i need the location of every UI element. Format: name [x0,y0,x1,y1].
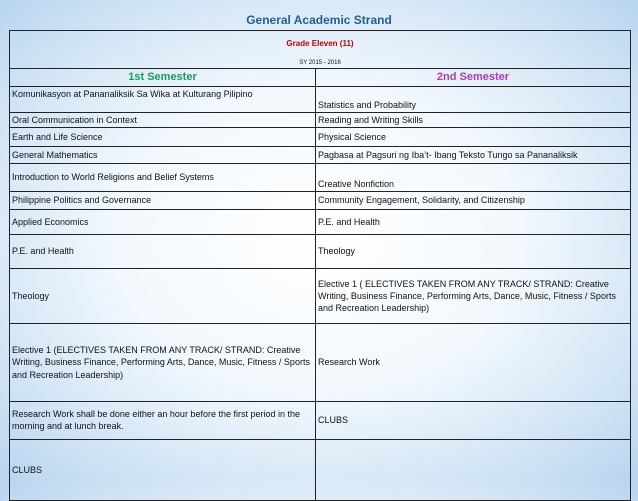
grade-cell [10,31,631,58]
first-semester-cell: Theology [10,268,316,323]
table-row [10,209,631,234]
table-row [10,439,631,500]
table-row [10,127,631,146]
first-semester-cell: P.E. and Health [10,234,316,268]
school-year-label: SY 2015 - 2016 [299,59,341,66]
second-semester-cell: Elective 1 ( ELECTIVES TAKEN FROM ANY TRACK/ STRAND: Creative Writing, Business Finance, Performing Arts, Dance, Music, Fitness / Sports and Recreation Leadership) [316,268,631,323]
first-semester-cell: Applied Economics [10,209,316,234]
table-row [10,323,631,401]
grade-label: Grade Eleven (11) [286,38,354,48]
second-semester-cell: CLUBS [316,401,631,439]
school-year-cell [10,58,631,69]
table-row [10,146,631,163]
table-row [10,163,631,191]
second-semester-cell: Community Engagement, Solidarity, and Citizenship [316,191,631,209]
first-semester-header: 1st Semester [10,69,316,87]
first-semester-cell: Earth and Life Science [10,127,316,146]
semester-header-row [10,69,631,87]
second-semester-cell: Research Work [316,323,631,401]
first-semester-cell: CLUBS [10,439,316,500]
second-semester-cell: Creative Nonfiction [316,163,631,191]
table-row [10,268,631,323]
second-semester-cell: Physical Science [316,127,631,146]
first-semester-cell: General Mathematics [10,146,316,163]
first-semester-cell: Research Work shall be done either an hour before the first period in the morning and at lunch break. [10,401,316,439]
page-title: General Academic Strand [246,13,392,27]
table-row [10,191,631,209]
second-semester-cell: Reading and Writing Skills [316,112,631,127]
first-semester-cell: Elective 1 (ELECTIVES TAKEN FROM ANY TRACK/ STRAND: Creative Writing, Business Finance, Performing Arts, Dance, Music, Fitness / Sports and Recreation Leadership) [10,323,316,401]
first-semester-cell: Philippine Politics and Governance [10,191,316,209]
second-semester-cell [316,439,631,500]
first-semester-cell: Oral Communication in Context [10,112,316,127]
first-semester-cell: Introduction to World Religions and Belief Systems [10,163,316,191]
table-row [10,112,631,127]
schedule-table [9,30,631,501]
first-semester-cell: Komunikasyon at Pananaliksik Sa Wika at Kulturang Pilipino [10,86,316,112]
second-semester-cell: Pagbasa at Pagsuri ng Iba’t- Ibang Teksto Tungo sa Pananaliksik [316,146,631,163]
table-row [10,401,631,439]
grade-row [10,31,631,58]
second-semester-cell: P.E. and Health [316,209,631,234]
school-year-row [10,58,631,69]
second-semester-cell: Statistics and Probability [316,86,631,112]
second-semester-header: 2nd Semester [316,69,631,87]
table-row [10,86,631,112]
second-semester-cell: Theology [316,234,631,268]
table-row [10,234,631,268]
